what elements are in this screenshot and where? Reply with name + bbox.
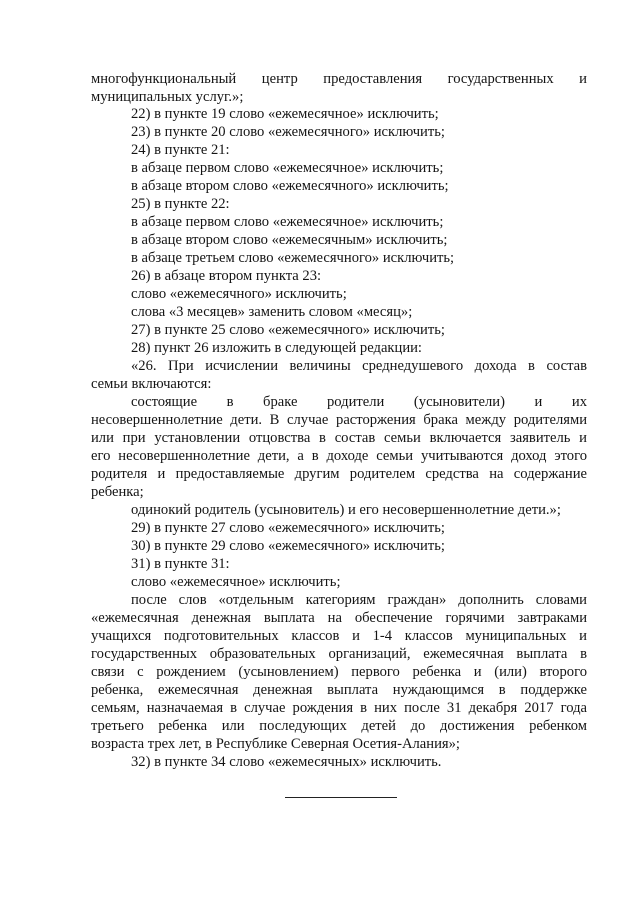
text-line: ребенка; [91,484,144,500]
text-line: третьего ребенка или последующих детей до достижения ребенком [91,718,587,734]
text-line: семьи включаются: [91,376,212,392]
text-line: 27) в пункте 25 слово «ежемесячного» исключить; [131,322,445,338]
text-line: учащихся подготовительных классов и 1-4 классов муниципальных и [91,628,587,644]
text-line: 32) в пункте 34 слово «ежемесячных» исключить. [131,754,442,770]
text-line: состоящие в браке родители (усыновители) и их [131,394,587,410]
text-line: в абзаце третьем слово «ежемесячного» исключить; [131,250,455,266]
closing-rule [285,797,397,798]
text-line: в абзаце первом слово «ежемесячное» исключить; [131,160,444,176]
text-line: 31) в пункте 31: [131,556,230,572]
text-line: слова «3 месяцев» заменить словом «месяц»; [131,304,413,320]
text-line: в абзаце первом слово «ежемесячное» исключить; [131,214,444,230]
text-line: слово «ежемесячного» исключить; [131,286,347,302]
text-line: его несовершеннолетние дети, а в доходе семьи учитываются доход этого [91,448,587,464]
text-line: «ежемесячная денежная выплата на обеспечение горячими завтраками [91,610,587,626]
text-line: муниципальных услуг.»; [91,89,244,105]
text-line: возраста трех лет, в Республике Северная Осетия-Алания»; [91,736,460,752]
text-line: 22) в пункте 19 слово «ежемесячное» исключить; [131,106,439,122]
text-line: семьям, назначаемая в случае рождения в них после 31 декабря 2017 года [91,700,587,716]
text-line: ребенка, ежемесячная денежная выплата нуждающимся в поддержке [91,682,587,698]
text-line: многофункциональный центр предоставления государственных и [91,71,587,87]
text-line: 28) пункт 26 изложить в следующей редакции: [131,340,422,356]
text-line: одинокий родитель (усыновитель) и его несовершеннолетние дети.»; [131,502,561,518]
text-line: несовершеннолетние дети. В случае расторжения брака между родителями [91,412,587,428]
text-line: 30) в пункте 29 слово «ежемесячного» исключить; [131,538,445,554]
text-line: 25) в пункте 22: [131,196,230,212]
text-line: родителя и предоставляемые другим родителем средства на содержание [91,466,587,482]
text-line: государственных образовательных организаций, ежемесячная выплата в [91,646,587,662]
text-line: или при установлении отцовства в состав семьи включается заявитель и [91,430,587,446]
text-line: 26) в абзаце втором пункта 23: [131,268,322,284]
text-line: слово «ежемесячное» исключить; [131,574,341,590]
text-line: после слов «отдельным категориям граждан» дополнить словами [131,592,587,608]
text-line: 23) в пункте 20 слово «ежемесячного» исключить; [131,124,445,140]
text-line: в абзаце втором слово «ежемесячным» исключить; [131,232,448,248]
text-line: связи с рождением (усыновлением) первого ребенка и (или) второго [91,664,587,680]
text-line: 24) в пункте 21: [131,142,230,158]
text-line: 29) в пункте 27 слово «ежемесячного» исключить; [131,520,445,536]
text-line: в абзаце втором слово «ежемесячного» исключить; [131,178,449,194]
text-line: «26. При исчислении величины среднедушевого дохода в состав [131,358,587,374]
